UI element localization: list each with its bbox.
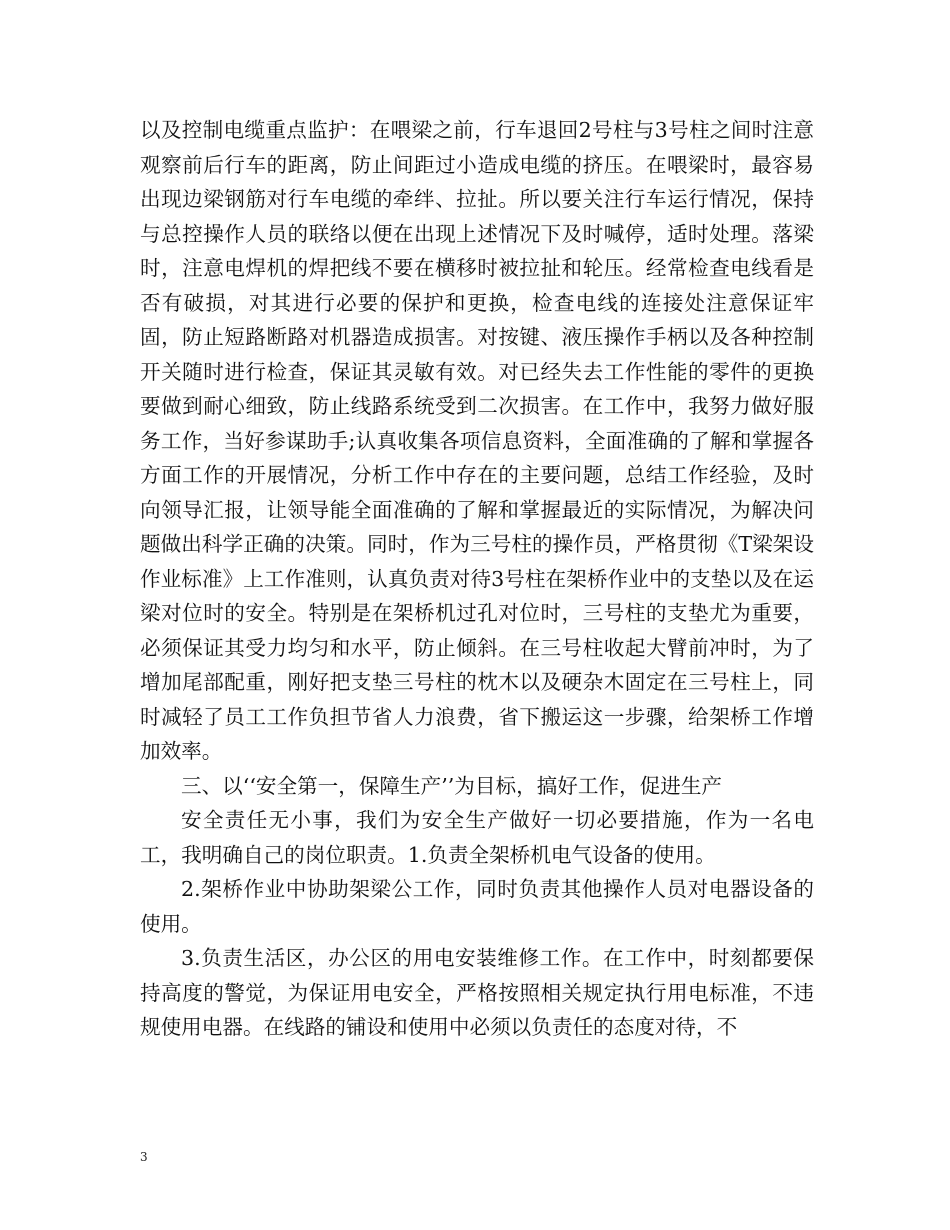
section-heading-safety: 三、以‘‘安全第一，保障生产’’为目标，搞好工作，促进生产 — [181, 773, 723, 798]
paragraph-continued-monitoring: 以及控制电缆重点监护：在喂梁之前，行车退回2号柱与3号柱之间时注意观察前后行车的距离，防止间距过小造成电缆的挤压。在喂梁时，最容易出现边梁钢筋对行车电缆的牵绊、拉扯。所以要关注行车运行情况，保持与总控操作人员的联络以便在出现上述情况下及时喊停，适时处理。落梁时，注意电焊机的焊把线不要在横移时被拉扯和轮压。经常检查电线看是否有破损，对其进行必要的保护和更换，检查电线的连接处注意保证牢固，防止短路断路对机器造成损害。对按键、液压操作手柄以及各种控制开关随时进行检查，保证其灵敏有效。对已经失去工作性能的零件的更换要做到耐心细致，防止线路系统受到二次损害。在工作中，我努力做好服务工作，当好参谋助手;认真收集各项信息资料，全面准确的了解和掌握各方面工作的开展情况，分析工作中存在的主要问题，总结工作经验，及时向领导汇报，让领导能全面准确的了解和掌握最近的实际情况，为解决问题做出科学正确的决策。同时，作为三号柱的操作员，严格贯彻《T梁架设作业标准》上工作准则，认真负责对待3号柱在架桥作业中的支垫以及在运梁对位时的安全。特别是在架桥机过孔对位时，三号柱的支垫尤为重要，必须保证其受力均匀和水平，防止倾斜。在三号柱收起大臂前冲时，为了增加尾部配重，刚好把支垫三号柱的枕木以及硬杂木固定在三号柱上，同时减轻了员工工作负担节省人力浪费，省下搬运这一步骤，给架桥工作增加效率。 — [140, 118, 814, 763]
paragraph-safety-duties: 安全责任无小事，我们为安全生产做好一切必要措施，作为一名电工，我明确自己的岗位职责。1.负责全架桥机电气设备的使用。 — [140, 808, 814, 867]
page-number: 3 — [140, 1150, 148, 1164]
document-body — [140, 113, 814, 1045]
paragraph-duty-2: 2.架桥作业中协助架梁公工作，同时负责其他操作人员对电器设备的使用。 — [140, 877, 814, 936]
paragraph-duty-3: 3.负责生活区，办公区的用电安装维修工作。在工作中，时刻都要保持高度的警觉，为保证用电安全，严格按照相关规定执行用电标准，不违规使用电器。在线路的铺设和使用中必须以负责任的态度对待，不 — [140, 946, 814, 1039]
